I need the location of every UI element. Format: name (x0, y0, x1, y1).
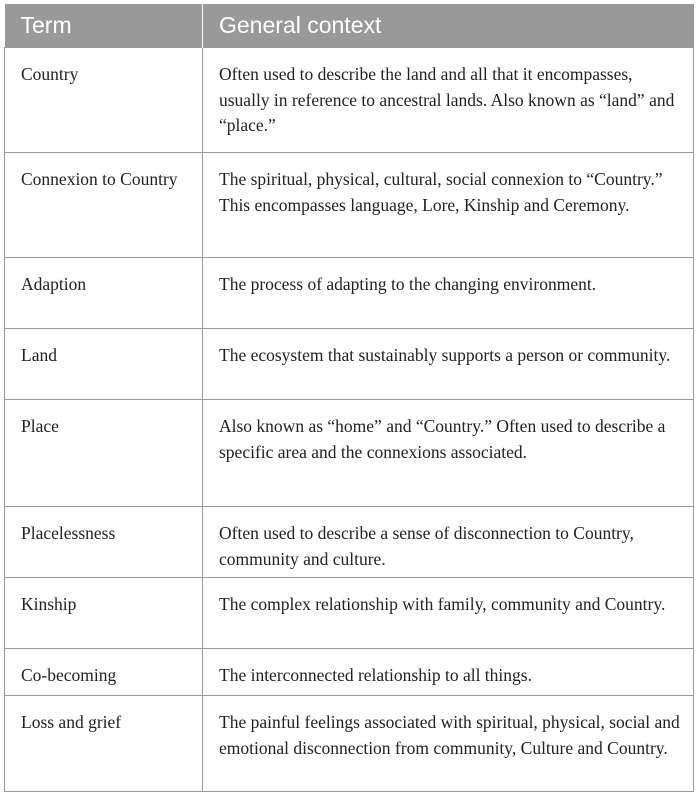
term-cell: Country (5, 48, 203, 153)
table-row (5, 400, 694, 507)
context-cell: The ecosystem that sustainably supports a person or community. (203, 329, 694, 400)
term-cell: Co-becoming (5, 649, 203, 696)
term-cell: Loss and grief (5, 696, 203, 792)
table-row (5, 649, 694, 696)
context-cell: Often used to describe a sense of disconnection to Country, community and culture. (203, 507, 694, 578)
table-header (5, 4, 694, 48)
terms-table (4, 4, 694, 792)
term-cell: Place (5, 400, 203, 507)
context-cell: The painful feelings associated with spiritual, physical, social and emotional disconnection from community, Culture and Country. (203, 696, 694, 792)
context-cell: The process of adapting to the changing environment. (203, 258, 694, 329)
context-cell: The complex relationship with family, community and Country. (203, 578, 694, 649)
term-cell: Adaption (5, 258, 203, 329)
term-cell: Land (5, 329, 203, 400)
table-body (5, 48, 694, 792)
table-row (5, 507, 694, 578)
term-cell: Connexion to Country (5, 153, 203, 258)
context-cell: The spiritual, physical, cultural, social connexion to “Country.” This encompasses language, Lore, Kinship and Ceremony. (203, 153, 694, 258)
header-general-context: General context (203, 4, 694, 48)
header-term: Term (5, 4, 203, 48)
table-row (5, 578, 694, 649)
context-cell: Also known as “home” and “Country.” Often used to describe a specific area and the connexions associated. (203, 400, 694, 507)
term-cell: Kinship (5, 578, 203, 649)
term-cell: Placelessness (5, 507, 203, 578)
table-row (5, 48, 694, 153)
context-cell: Often used to describe the land and all that it encompasses, usually in reference to ancestral lands. Also known as “land” and “place.” (203, 48, 694, 153)
table-row (5, 696, 694, 792)
context-cell: The interconnected relationship to all things. (203, 649, 694, 696)
table-row (5, 258, 694, 329)
table-row (5, 329, 694, 400)
table-row (5, 153, 694, 258)
header-row (5, 4, 694, 48)
